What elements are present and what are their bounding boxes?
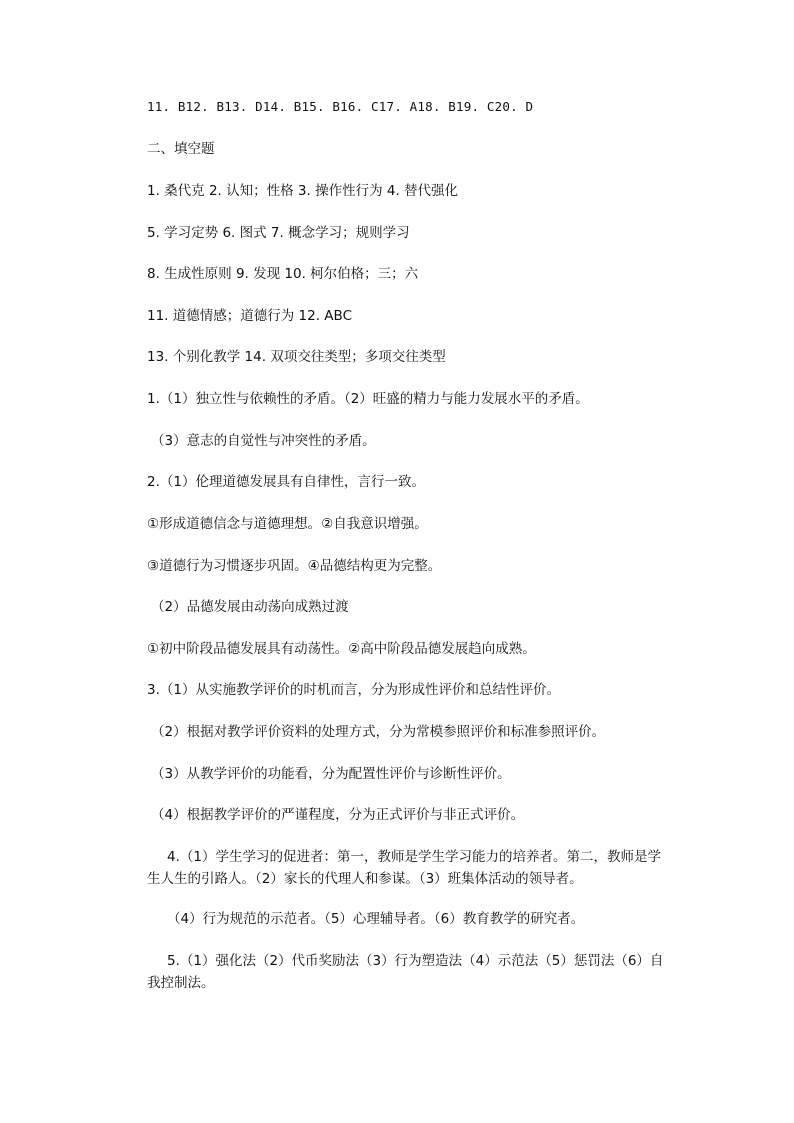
section-title-fill-blank: 二、填空题 (147, 141, 215, 157)
answer-2-line-1: 2.（1）伦理道德发展具有自律性，言行一致。 (147, 474, 425, 490)
fill-blank-line-3: 8. 生成性原则 9. 发现 10. 柯尔伯格；三；六 (147, 266, 419, 282)
answer-3-line-2: （2）根据对教学评价资料的处理方式，分为常模参照评价和标准参照评价。 (151, 724, 606, 740)
answer-3-line-1: 3.（1）从实施教学评价的时机而言，分为形成性评价和总结性评价。 (147, 682, 560, 698)
answer-4-line-2: （4）行为规范的示范者。（5）心理辅导者。（6）教育教学的研究者。 (167, 911, 585, 927)
fill-blank-line-1: 1. 桑代克 2. 认知；性格 3. 操作性行为 4. 替代强化 (147, 183, 459, 199)
answer-2-line-2: ①形成道德信念与道德理想。②自我意识增强。 (147, 516, 428, 532)
answer-2-line-5: ①初中阶段品德发展具有动荡性。②高中阶段品德发展趋向成熟。 (147, 641, 536, 657)
answer-1-line-1: 1.（1）独立性与依赖性的矛盾。（2）旺盛的精力与能力发展水平的矛盾。 (147, 391, 589, 407)
answer-4-paragraph: 4.（1）学生学习的促进者：第一，教师是学生学习能力的培养者。第二，教师是学生人生的引路人。（2）家长的代理人和参谋。（3）班集体活动的领导者。 (147, 849, 661, 887)
fill-blank-line-4: 11. 道德情感；道德行为 12. ABC (147, 308, 352, 324)
answer-2-line-3: ③道德行为习惯逐步巩固。④品德结构更为完整。 (147, 558, 442, 574)
fill-blank-line-2: 5. 学习定势 6. 图式 7. 概念学习；规则学习 (147, 225, 410, 241)
fill-blank-line-5: 13. 个别化教学 14. 双项交往类型；多项交往类型 (147, 349, 446, 365)
answer-2-line-4: （2）品德发展由动荡向成熟过渡 (151, 599, 349, 615)
answer-3-line-4: （4）根据教学评价的严谨程度，分为正式评价与非正式评价。 (151, 807, 525, 823)
answer-3-line-3: （3）从教学评价的功能看，分为配置性评价与诊断性评价。 (151, 766, 511, 782)
answer-5-paragraph: 5.（1）强化法（2）代币奖励法（3）行为塑造法（4）示范法（5）惩罚法（6）自我控制法。 (147, 953, 664, 991)
answer-1-line-2: （3）意志的自觉性与冲突性的矛盾。 (151, 433, 376, 449)
mc-answers-line: 11. B12. B13. D14. B15. B16. C17. A18. B19. C20. D (147, 99, 534, 114)
